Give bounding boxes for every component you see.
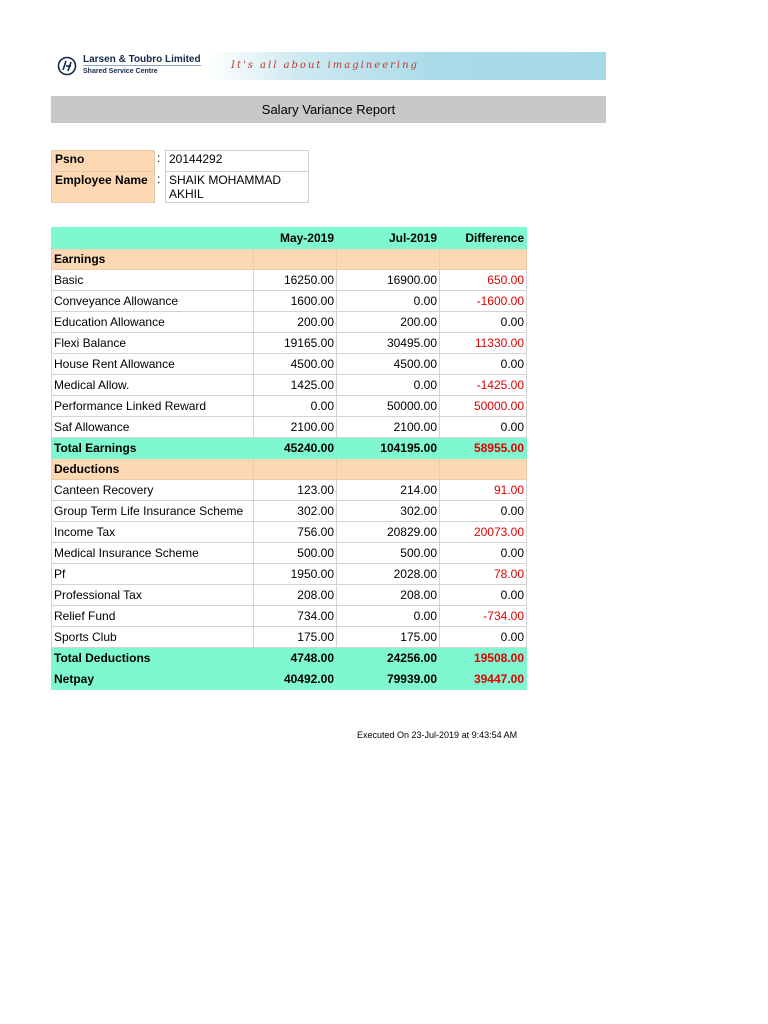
jul-2019-value: 79939.00 — [337, 669, 440, 690]
jul-2019-value: 500.00 — [337, 543, 440, 564]
jul-2019-value: 16900.00 — [337, 270, 440, 291]
difference-value: 0.00 — [440, 585, 527, 606]
earnings-row-saf-allowance — [52, 417, 527, 438]
row-label: Relief Fund — [52, 606, 254, 627]
psno-separator: : — [157, 150, 161, 165]
difference-value: 0.00 — [440, 627, 527, 648]
employee-name-separator: : — [157, 171, 161, 186]
company-tagline: It's all about imagineering — [231, 60, 419, 71]
header-blank — [52, 228, 254, 249]
row-label: Flexi Balance — [52, 333, 254, 354]
row-label: Pf — [52, 564, 254, 585]
row-label: Professional Tax — [52, 585, 254, 606]
row-label: Total Earnings — [52, 438, 254, 459]
employee-name-row — [52, 172, 309, 203]
may-2019-value: 4500.00 — [254, 354, 337, 375]
jul-2019-value: 0.00 — [337, 375, 440, 396]
jul-2019-value: 200.00 — [337, 312, 440, 333]
company-name: Larsen & Toubro Limited — [83, 54, 201, 65]
executed-timestamp: Executed On 23-Jul-2019 at 9:43:54 AM — [357, 730, 518, 740]
row-label: Conveyance Allowance — [52, 291, 254, 312]
difference-value: 58955.00 — [440, 438, 527, 459]
earnings-row-basic — [52, 270, 527, 291]
may-2019-value: 175.00 — [254, 627, 337, 648]
salary-variance-table — [51, 227, 527, 690]
may-2019-value: 123.00 — [254, 480, 337, 501]
row-label: Education Allowance — [52, 312, 254, 333]
may-2019-value: 16250.00 — [254, 270, 337, 291]
difference-value: 0.00 — [440, 312, 527, 333]
difference-value: 19508.00 — [440, 648, 527, 669]
deductions-row-group-term-life-insurance-scheme — [52, 501, 527, 522]
may-2019-value: 302.00 — [254, 501, 337, 522]
jul-2019-value: 2100.00 — [337, 417, 440, 438]
psno-value: 20144292 — [166, 151, 309, 172]
section-label: Earnings — [52, 249, 254, 270]
may-2019-value: 500.00 — [254, 543, 337, 564]
psno-label: Psno — [52, 151, 155, 172]
may-2019-value: 1600.00 — [254, 291, 337, 312]
row-label: Income Tax — [52, 522, 254, 543]
section-empty-cell — [254, 459, 337, 480]
section-label: Deductions — [52, 459, 254, 480]
may-2019-value: 200.00 — [254, 312, 337, 333]
row-label: Sports Club — [52, 627, 254, 648]
jul-2019-value: 4500.00 — [337, 354, 440, 375]
may-2019-value: 1950.00 — [254, 564, 337, 585]
section-empty-cell — [337, 459, 440, 480]
may-2019-value: 1425.00 — [254, 375, 337, 396]
deductions-row-sports-club — [52, 627, 527, 648]
difference-value: 0.00 — [440, 354, 527, 375]
difference-value: 650.00 — [440, 270, 527, 291]
difference-value: 50000.00 — [440, 396, 527, 417]
report-title: Salary Variance Report — [51, 96, 606, 123]
header-may-2019: May-2019 — [254, 228, 337, 249]
difference-value: 0.00 — [440, 543, 527, 564]
deductions-row-relief-fund — [52, 606, 527, 627]
row-label: Group Term Life Insurance Scheme — [52, 501, 254, 522]
psno-row — [52, 151, 309, 172]
jul-2019-value: 104195.00 — [337, 438, 440, 459]
section-empty-cell — [254, 249, 337, 270]
difference-value: 11330.00 — [440, 333, 527, 354]
total-deductions-row — [52, 648, 527, 669]
difference-value: 20073.00 — [440, 522, 527, 543]
may-2019-value: 4748.00 — [254, 648, 337, 669]
may-2019-value: 19165.00 — [254, 333, 337, 354]
row-label: Basic — [52, 270, 254, 291]
may-2019-value: 40492.00 — [254, 669, 337, 690]
difference-value: 91.00 — [440, 480, 527, 501]
jul-2019-value: 20829.00 — [337, 522, 440, 543]
deductions-section-row — [52, 459, 527, 480]
header-jul-2019: Jul-2019 — [337, 228, 440, 249]
row-label: House Rent Allowance — [52, 354, 254, 375]
company-unit: Shared Service Centre — [83, 68, 158, 75]
section-empty-cell — [337, 249, 440, 270]
jul-2019-value: 2028.00 — [337, 564, 440, 585]
jul-2019-value: 208.00 — [337, 585, 440, 606]
may-2019-value: 734.00 — [254, 606, 337, 627]
company-name-underline — [83, 65, 201, 66]
total-earnings-row — [52, 438, 527, 459]
company-banner — [51, 52, 606, 80]
row-label: Medical Insurance Scheme — [52, 543, 254, 564]
difference-value: 0.00 — [440, 417, 527, 438]
earnings-row-flexi-balance — [52, 333, 527, 354]
may-2019-value: 0.00 — [254, 396, 337, 417]
employee-name-label: Employee Name — [52, 172, 155, 203]
deductions-row-pf — [52, 564, 527, 585]
difference-value: 0.00 — [440, 501, 527, 522]
row-label: Performance Linked Reward — [52, 396, 254, 417]
header-difference: Difference — [440, 228, 527, 249]
jul-2019-value: 175.00 — [337, 627, 440, 648]
jul-2019-value: 0.00 — [337, 606, 440, 627]
may-2019-value: 208.00 — [254, 585, 337, 606]
deductions-row-medical-insurance-scheme — [52, 543, 527, 564]
row-label: Canteen Recovery — [52, 480, 254, 501]
earnings-row-medical-allow — [52, 375, 527, 396]
section-empty-cell — [440, 249, 527, 270]
earnings-row-house-rent-allowance — [52, 354, 527, 375]
difference-value: -1600.00 — [440, 291, 527, 312]
difference-value: -734.00 — [440, 606, 527, 627]
deductions-row-income-tax — [52, 522, 527, 543]
may-2019-value: 45240.00 — [254, 438, 337, 459]
earnings-row-performance-linked-reward — [52, 396, 527, 417]
employee-info-table — [51, 150, 309, 203]
deductions-row-professional-tax — [52, 585, 527, 606]
jul-2019-value: 30495.00 — [337, 333, 440, 354]
deductions-row-canteen-recovery — [52, 480, 527, 501]
jul-2019-value: 24256.00 — [337, 648, 440, 669]
earnings-row-conveyance-allowance — [52, 291, 527, 312]
difference-value: 78.00 — [440, 564, 527, 585]
section-empty-cell — [440, 459, 527, 480]
jul-2019-value: 214.00 — [337, 480, 440, 501]
row-label: Netpay — [52, 669, 254, 690]
difference-value: -1425.00 — [440, 375, 527, 396]
row-label: Saf Allowance — [52, 417, 254, 438]
may-2019-value: 2100.00 — [254, 417, 337, 438]
netpay-row — [52, 669, 527, 690]
employee-name-value: SHAIK MOHAMMAD AKHIL — [166, 172, 309, 203]
row-label: Medical Allow. — [52, 375, 254, 396]
jul-2019-value: 50000.00 — [337, 396, 440, 417]
earnings-section-row — [52, 249, 527, 270]
jul-2019-value: 0.00 — [337, 291, 440, 312]
difference-value: 39447.00 — [440, 669, 527, 690]
table-header-row — [52, 228, 527, 249]
may-2019-value: 756.00 — [254, 522, 337, 543]
earnings-row-education-allowance — [52, 312, 527, 333]
jul-2019-value: 302.00 — [337, 501, 440, 522]
lt-logo-icon — [57, 56, 77, 76]
row-label: Total Deductions — [52, 648, 254, 669]
